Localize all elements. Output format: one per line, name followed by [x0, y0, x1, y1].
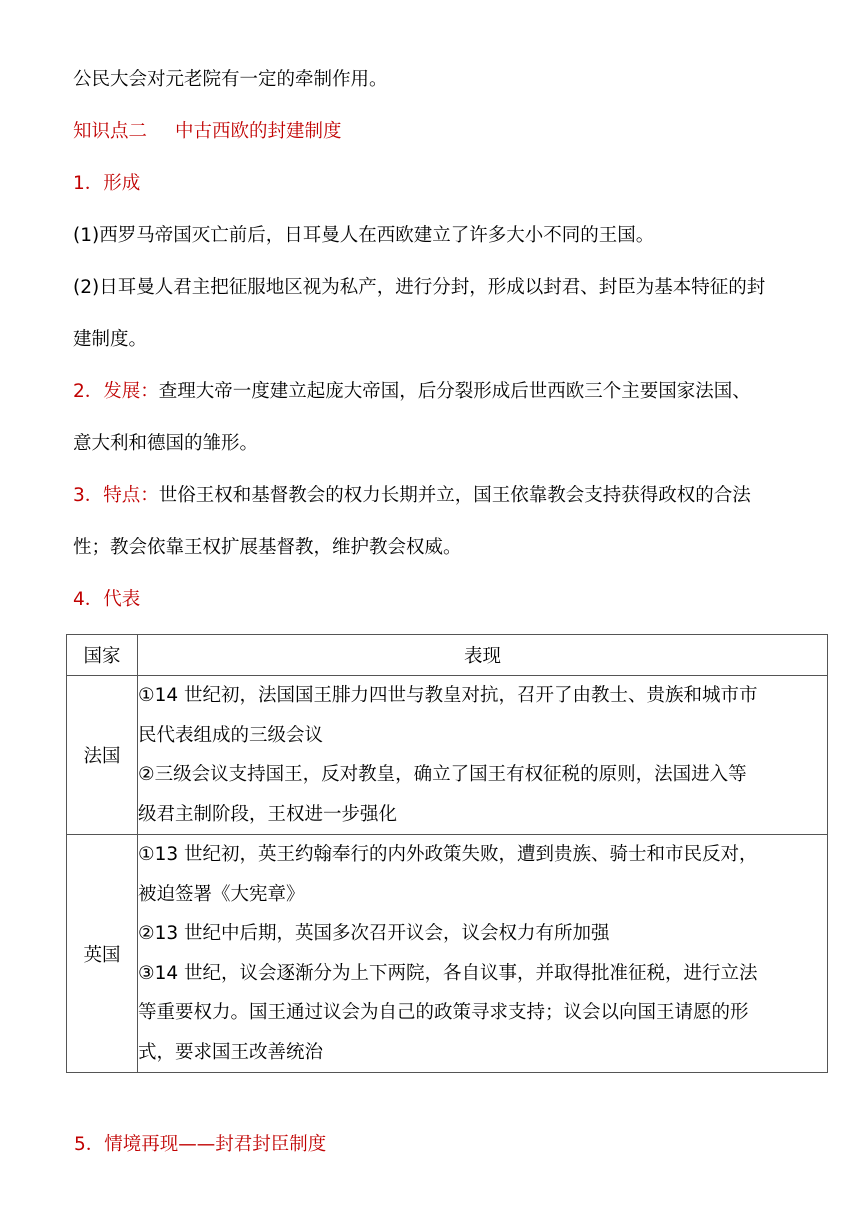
point1-heading: 1．形成: [73, 173, 141, 194]
point1-item-2-cont: 建制度。: [73, 329, 148, 350]
content-line: 被迫签署《大宪章》: [138, 883, 305, 905]
point1-item-2: (2)日耳曼人君主把征服地区视为私产，进行分封，形成以封君、封臣为基本特征的封: [73, 277, 766, 298]
table-header-row: [67, 635, 828, 676]
country-cell: 英国: [67, 835, 138, 1073]
point1-item-1: (1)西罗马帝国灭亡前后，日耳曼人在西欧建立了许多大小不同的王国。: [73, 225, 655, 246]
content-line: ②13 世纪中后期，英国多次召开议会，议会权力有所加强: [138, 923, 610, 944]
table-row-england: [67, 835, 828, 1073]
point2-text-2: 意大利和德国的雏形。: [73, 433, 259, 454]
point3-line-1: [73, 482, 833, 510]
content-line: ①13 世纪初，英王约翰奉行的内外政策失败，遭到贵族、骑士和市民反对，: [138, 844, 758, 865]
point5-heading: 5．情境再现——封君封臣制度: [74, 1134, 327, 1155]
content-cell: [138, 676, 828, 835]
content-line: 级君主制阶段，王权进一步强化: [138, 803, 398, 825]
country-cell: 法国: [67, 676, 138, 835]
header-performance: 表现: [138, 635, 828, 676]
point3-text-2: 性；教会依靠王权扩展基督教，维护教会权威。: [73, 537, 462, 558]
section-label: 知识点二: [73, 121, 148, 142]
intro-tail-text: 公民大会对元老院有一定的牵制作用。: [73, 69, 388, 90]
section-title: 中古西欧的封建制度: [175, 121, 342, 142]
content-line: ②三级会议支持国王，反对教皇，确立了国王有权征税的原则，法国进入等: [138, 764, 747, 785]
representatives-table: [66, 634, 828, 1073]
content-cell: [138, 835, 828, 1073]
point2-line-1: [73, 378, 833, 406]
content-line: 民代表组成的三级会议: [138, 724, 324, 746]
point3-heading: 3．特点：: [73, 485, 159, 506]
content-line: 式，要求国王改善统治: [138, 1041, 324, 1063]
content-line: ①14 世纪初，法国国王腓力四世与教皇对抗，召开了由教士、贵族和城市市: [138, 685, 758, 706]
point2-text-1: 查理大帝一度建立起庞大帝国，后分裂形成后世西欧三个主要国家法国、: [158, 381, 751, 402]
point4-heading: 4．代表: [73, 589, 141, 610]
section-heading: [73, 118, 833, 146]
point2-heading: 2．发展：: [73, 381, 159, 402]
header-country: 国家: [67, 635, 138, 676]
point3-text-1: 世俗王权和基督教会的权力长期并立，国王依靠教会支持获得政权的合法: [158, 485, 751, 506]
content-line: 等重要权力。国王通过议会为自己的政策寻求支持；议会以向国王请愿的形: [138, 1002, 749, 1023]
table-row-france: [67, 676, 828, 835]
content-line: ③14 世纪，议会逐渐分为上下两院，各自议事，并取得批准征税，进行立法: [138, 962, 758, 984]
